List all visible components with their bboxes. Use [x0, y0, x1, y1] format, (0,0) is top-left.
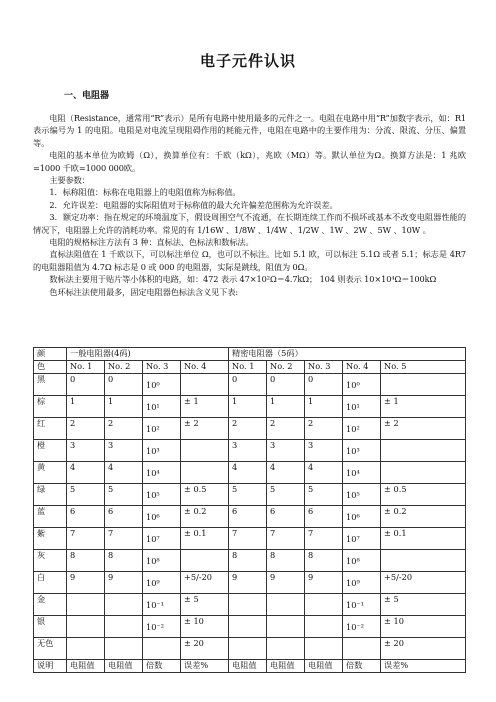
table-cell: 0	[267, 374, 305, 396]
page-title: 电子元件认识	[199, 52, 296, 70]
footer-cell: 电阻值	[67, 660, 105, 673]
table-cell: 10⁴	[343, 462, 381, 484]
table-body	[34, 348, 466, 673]
header-cell: No. 4	[181, 361, 229, 374]
table-footer-row	[34, 660, 466, 673]
table-cell	[381, 550, 466, 572]
table-cell: 1	[305, 396, 343, 418]
color-name-cell: 紫	[34, 528, 67, 550]
table-cell: 1	[67, 396, 105, 418]
header-cell: No. 5	[381, 361, 466, 374]
table-row	[34, 528, 466, 550]
table-cell: 6	[67, 506, 105, 528]
table-cell: ± 20	[381, 638, 466, 660]
table-cell: 1	[105, 396, 143, 418]
color-code-table	[33, 347, 466, 673]
table-cell: 3	[267, 440, 305, 462]
table-row	[34, 462, 466, 484]
table-cell: 10⁶	[343, 506, 381, 528]
table-cell: 1	[229, 396, 267, 418]
table-cell: 10⁻¹	[143, 594, 181, 616]
color-name-cell: 橙	[34, 440, 67, 462]
table-cell: 3	[67, 440, 105, 462]
table-cell	[229, 594, 267, 616]
table-row	[34, 616, 466, 638]
table-header-row	[34, 361, 466, 374]
color-name-cell: 绿	[34, 484, 67, 506]
table-cell: 5	[105, 484, 143, 506]
table-cell	[67, 594, 105, 616]
header-cell: No. 1	[67, 361, 105, 374]
color-name-cell: 银	[34, 616, 67, 638]
table-cell: 8	[105, 550, 143, 572]
table-header-row	[34, 348, 466, 361]
table-cell: 7	[267, 528, 305, 550]
table-cell: 5	[305, 484, 343, 506]
table-cell: 2	[229, 418, 267, 440]
table-cell	[105, 638, 143, 660]
table-cell: 5	[267, 484, 305, 506]
paragraph: 电阻的规格标注方法有 3 种：直标法、色标法和数标法。	[49, 237, 254, 248]
table-cell: 8	[229, 550, 267, 572]
table-row	[34, 484, 466, 506]
color-name-cell: 棕	[34, 396, 67, 418]
table-cell: 10⁰	[343, 374, 381, 396]
table-cell: +5/-20	[381, 572, 466, 594]
table-cell: 7	[105, 528, 143, 550]
table-cell: 8	[67, 550, 105, 572]
table-cell: 10³	[143, 440, 181, 462]
header-cell-precision: 精密电阻器（5码）	[229, 348, 466, 361]
table-cell: 0	[229, 374, 267, 396]
table-row	[34, 594, 466, 616]
table-cell: 0	[105, 374, 143, 396]
color-name-cell: 白	[34, 572, 67, 594]
header-cell-general: 一般电阻器(4码)	[67, 348, 229, 361]
table-cell: 10⁸	[143, 550, 181, 572]
table-cell	[343, 638, 381, 660]
table-cell: 9	[305, 572, 343, 594]
section-heading: 一、电阻器	[64, 91, 110, 101]
table-cell: ± 0.1	[181, 528, 229, 550]
table-cell: ± 5	[381, 594, 466, 616]
footer-cell: 电阻值	[305, 660, 343, 673]
color-name-cell: 黑	[34, 374, 67, 396]
color-name-cell: 红	[34, 418, 67, 440]
header-cell: No. 3	[143, 361, 181, 374]
table-row	[34, 638, 466, 660]
table-cell: 2	[305, 418, 343, 440]
table-cell	[67, 638, 105, 660]
table-cell: 6	[229, 506, 267, 528]
table-cell: 5	[229, 484, 267, 506]
table-row	[34, 396, 466, 418]
table-cell	[267, 616, 305, 638]
table-cell	[181, 374, 229, 396]
table-cell	[305, 594, 343, 616]
table-cell	[143, 638, 181, 660]
table-cell: ± 1	[381, 396, 466, 418]
table-cell: 4	[67, 462, 105, 484]
table-cell: 10²	[143, 418, 181, 440]
table-cell: 7	[305, 528, 343, 550]
table-cell	[105, 616, 143, 638]
table-cell: 10⁷	[143, 528, 181, 550]
table-cell: 10⁴	[143, 462, 181, 484]
table-cell: 4	[105, 462, 143, 484]
table-cell	[381, 440, 466, 462]
table-cell: 3	[105, 440, 143, 462]
table-cell: 9	[229, 572, 267, 594]
table-cell: ± 20	[181, 638, 229, 660]
table-cell: 3	[305, 440, 343, 462]
table-cell: ± 0.5	[181, 484, 229, 506]
paragraph: 3．额定功率：指在规定的环境温度下，假设周围空气不流通，在长期连续工作而不损坏或基本不改变电阻器性能的情况下，电阻器上允许的消耗功率。常见的有 1/16W 、1/8W 、1/4W 、1/2W 、1W 、2W 、5W 、10W 。	[33, 212, 466, 235]
table-cell	[229, 616, 267, 638]
footer-cell: 误差%	[381, 660, 466, 673]
header-cell: 色	[34, 361, 67, 374]
footer-cell: 电阻值	[105, 660, 143, 673]
paragraph: 直标法阻值在 1 千欧以下，可以标注单位 Ω，也可以不标注。比如 5.1 欧，可以标注 5.1Ω 或者 5.1；标志是 4R7 的电阻器阻值为 4.7Ω 标志是 0 或 000 的电阻器，实际是跳线，阻值为 0Ω。	[33, 249, 466, 272]
table-cell: 10¹	[343, 396, 381, 418]
table-cell: 6	[267, 506, 305, 528]
paragraph: 主要参数：	[49, 175, 90, 186]
table-row	[34, 374, 466, 396]
header-cell: No. 4	[343, 361, 381, 374]
paragraph: 电阻（Resistance，通常用“R”表示）是所有电路中使用最多的元件之一。电阻在电路中用“R”加数字表示，如：R1 表示编号为 1 的电阻。电阻是对电流呈现阻碍作用的耗能元件，电阻在电路中的主要作用为：分流、限流、分压、偏置等。	[33, 113, 466, 148]
table-cell: 5	[67, 484, 105, 506]
table-cell: 10³	[343, 440, 381, 462]
table-cell: ± 5	[181, 594, 229, 616]
body-text	[33, 112, 466, 298]
table-cell: 10⁵	[343, 484, 381, 506]
table-cell: 4	[305, 462, 343, 484]
footer-cell: 说明	[34, 660, 67, 673]
table-cell: 9	[67, 572, 105, 594]
table-cell	[67, 616, 105, 638]
color-name-cell: 蓝	[34, 506, 67, 528]
table-cell: 9	[105, 572, 143, 594]
table-cell: ± 10	[381, 616, 466, 638]
table-cell: ± 10	[181, 616, 229, 638]
table-cell: ± 0.5	[381, 484, 466, 506]
table-cell: 10⁻¹	[343, 594, 381, 616]
table-cell: ± 1	[181, 396, 229, 418]
table-cell: ± 0.2	[381, 506, 466, 528]
table-cell: 10⁰	[143, 374, 181, 396]
table-cell: ± 0.1	[381, 528, 466, 550]
table-cell	[181, 462, 229, 484]
table-caption: 色环标注法使用最多，固定电阻器色标法含义见下表:	[49, 286, 239, 297]
table-cell	[381, 462, 466, 484]
color-name-cell: 无色	[34, 638, 67, 660]
header-cell: No. 1	[229, 361, 267, 374]
table-row	[34, 418, 466, 440]
color-name-cell: 灰	[34, 550, 67, 572]
table-cell	[105, 594, 143, 616]
table-row	[34, 440, 466, 462]
table-cell: ± 2	[181, 418, 229, 440]
table-cell: 10⁻²	[143, 616, 181, 638]
footer-cell: 电阻值	[229, 660, 267, 673]
table-cell: ± 2	[381, 418, 466, 440]
table-cell: 8	[267, 550, 305, 572]
table-cell	[181, 550, 229, 572]
table-cell: 4	[267, 462, 305, 484]
footer-cell: 电阻值	[267, 660, 305, 673]
paragraph: 2．允许误差：电阻器的实际阻值对于标称值的最大允许偏差范围称为允许误差。	[49, 199, 338, 210]
table-row	[34, 506, 466, 528]
table-cell: 2	[267, 418, 305, 440]
table-cell	[305, 638, 343, 660]
header-cell: 颜	[34, 348, 67, 361]
table-cell	[229, 638, 267, 660]
table-cell: 10⁸	[343, 550, 381, 572]
table-row	[34, 550, 466, 572]
table-cell: 0	[305, 374, 343, 396]
header-cell: No. 2	[105, 361, 143, 374]
table-cell	[305, 616, 343, 638]
table-row	[34, 572, 466, 594]
table-cell	[267, 594, 305, 616]
header-cell: No. 3	[305, 361, 343, 374]
paragraph: 1．标称阻值：标称在电阻器上的电阻值称为标称值。	[49, 187, 241, 198]
table-cell	[267, 638, 305, 660]
footer-cell: 倍数	[143, 660, 181, 673]
table-cell: 7	[229, 528, 267, 550]
table-cell: 8	[305, 550, 343, 572]
table-cell	[381, 374, 466, 396]
table-cell: 0	[67, 374, 105, 396]
table-cell: 4	[229, 462, 267, 484]
paragraph: 数标法主要用于贴片等小体积的电路，如：472 表示 47×10²Ω＝4.7kΩ； 104 则表示 10×10⁴Ω＝100kΩ	[49, 274, 437, 285]
table-cell: 6	[105, 506, 143, 528]
table-cell: ± 0.2	[181, 506, 229, 528]
table-cell: 1	[267, 396, 305, 418]
table-cell: 10⁷	[343, 528, 381, 550]
color-name-cell: 黄	[34, 462, 67, 484]
footer-cell: 倍数	[343, 660, 381, 673]
table-cell: 10⁻²	[343, 616, 381, 638]
table-cell: 2	[67, 418, 105, 440]
table-cell: 10⁶	[143, 506, 181, 528]
table-cell: 6	[305, 506, 343, 528]
table-cell: 10⁹	[143, 572, 181, 594]
header-cell: No. 2	[267, 361, 305, 374]
table-cell: 2	[105, 418, 143, 440]
table-cell	[181, 440, 229, 462]
color-name-cell: 金	[34, 594, 67, 616]
table-cell: 10²	[343, 418, 381, 440]
table-cell: 10⁹	[343, 572, 381, 594]
table-cell: 3	[229, 440, 267, 462]
paragraph: 电阻的基本单位为欧姆（Ω），换算单位有：千欧（kΩ），兆欧（MΩ）等。默认单位为Ω。换算方法是：1 兆欧=1000 千欧=1000 000欧。	[33, 150, 466, 173]
table-cell: 10⁵	[143, 484, 181, 506]
table-cell: 9	[267, 572, 305, 594]
footer-cell: 误差%	[181, 660, 229, 673]
table-cell: 10¹	[143, 396, 181, 418]
table-cell: 7	[67, 528, 105, 550]
table-cell: +5/-20	[181, 572, 229, 594]
